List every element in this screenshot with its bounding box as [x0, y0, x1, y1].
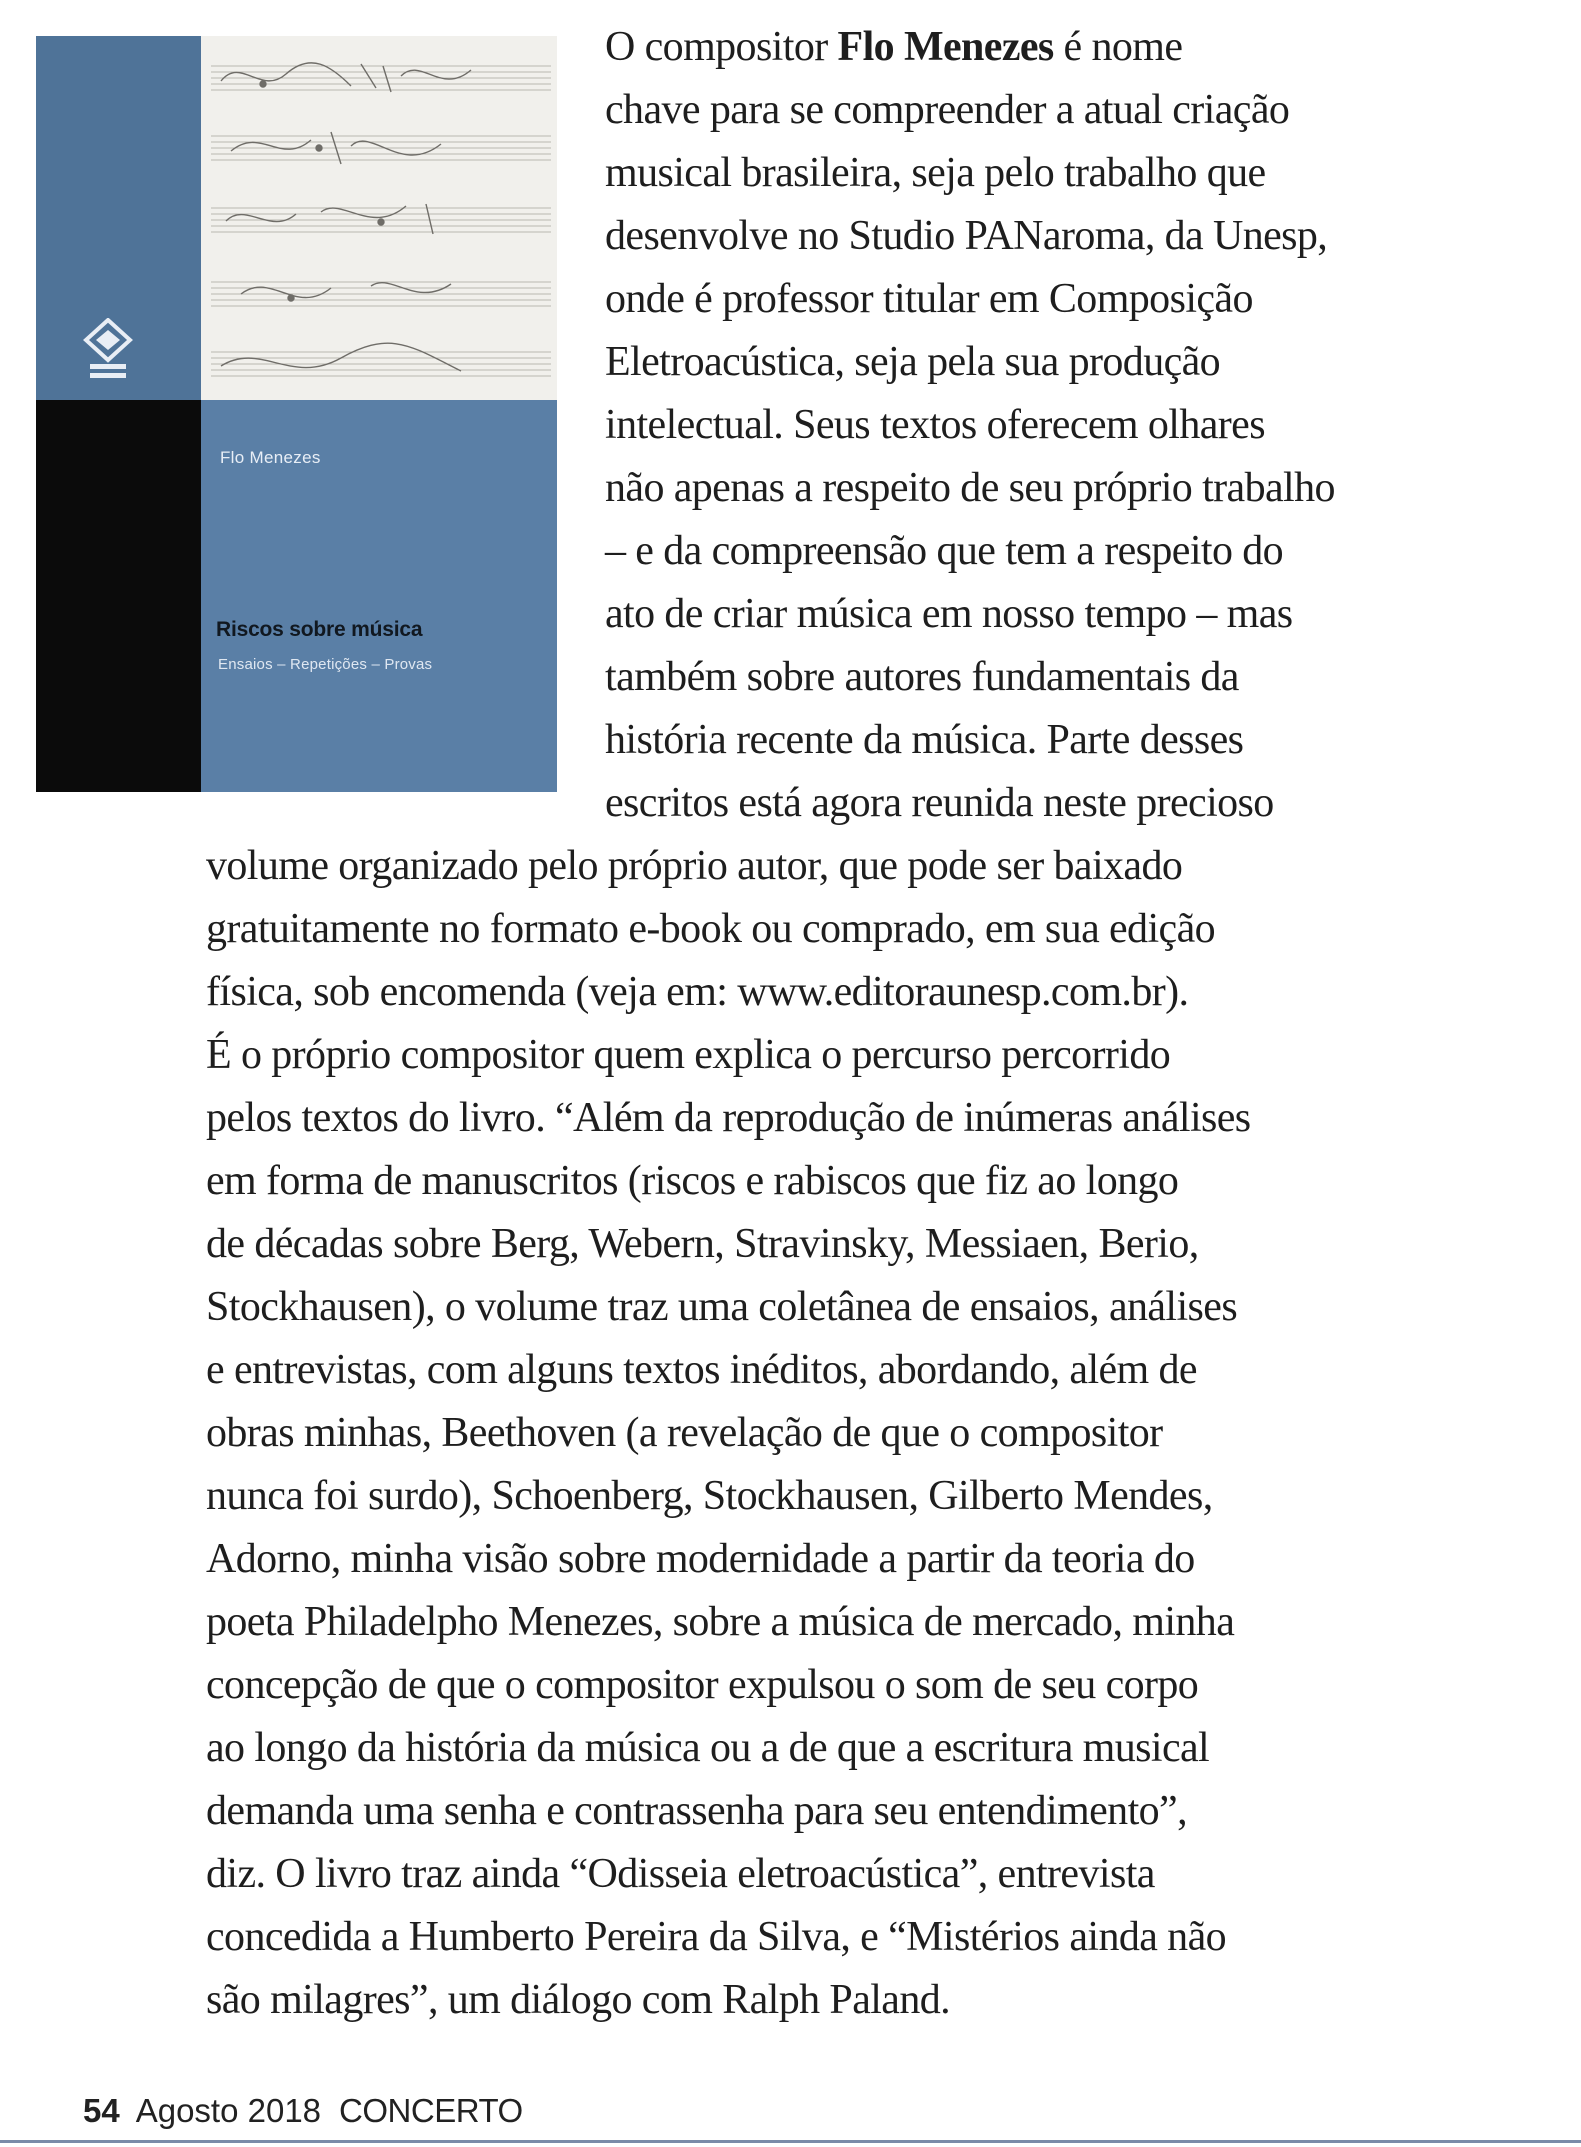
- article-line: diz. O livro traz ainda “Odisseia eletroacústica”, entrevista: [206, 1851, 1155, 1897]
- article-line: de décadas sobre Berg, Webern, Stravinsky, Messiaen, Berio,: [206, 1221, 1199, 1267]
- cover-subtitle: Ensaios – Repetições – Provas: [218, 656, 433, 673]
- manuscript-sketch: [201, 36, 557, 400]
- article-line: poeta Philadelpho Menezes, sobre a música de mercado, minha: [206, 1599, 1235, 1645]
- article-line: intelectual. Seus textos oferecem olhares: [605, 402, 1265, 448]
- intro-suffix: é nome: [1053, 24, 1183, 70]
- cover-author: Flo Menezes: [220, 448, 321, 467]
- article-line: concedida a Humberto Pereira da Silva, e “Mistérios ainda não: [206, 1914, 1227, 1960]
- cover-spine-bottom: [36, 400, 201, 792]
- article-line: volume organizado pelo próprio autor, que pode ser baixado: [206, 843, 1183, 889]
- article-line: gratuitamente no formato e-book ou comprado, em sua edição: [206, 906, 1216, 952]
- article-line: em forma de manuscritos (riscos e rabiscos que fiz ao longo: [206, 1158, 1179, 1204]
- page-number: 54: [83, 2092, 120, 2129]
- article-line: concepção de que o compositor expulsou o som de seu corpo: [206, 1662, 1199, 1708]
- article-line-1: [605, 26, 1182, 68]
- composer-name: Flo Menezes: [837, 24, 1054, 70]
- article-line: ao longo da história da música ou a de que a escritura musical: [206, 1725, 1210, 1771]
- article-line: física, sob encomenda (veja em: www.editoraunesp.com.br).: [206, 969, 1189, 1015]
- editora-unesp-logo-icon: [80, 318, 136, 384]
- footer-rule: [0, 2140, 1581, 2143]
- article-line: Adorno, minha visão sobre modernidade a partir da teoria do: [206, 1536, 1195, 1582]
- article-line: também sobre autores fundamentais da: [605, 654, 1239, 700]
- article-line: musical brasileira, seja pelo trabalho que: [605, 150, 1266, 196]
- cover-title: Riscos sobre música: [216, 618, 423, 641]
- article-line: nunca foi surdo), Schoenberg, Stockhausen, Gilberto Mendes,: [206, 1473, 1213, 1519]
- article-line: desenvolve no Studio PANaroma, da Unesp,: [605, 213, 1328, 259]
- page-footer: [83, 2092, 523, 2130]
- article-line: Stockhausen), o volume traz uma coletânea de ensaios, análises: [206, 1284, 1238, 1330]
- book-cover-image: [36, 36, 557, 792]
- article-line: e entrevistas, com alguns textos inéditos, abordando, além de: [206, 1347, 1197, 1393]
- article-line: ato de criar música em nosso tempo – mas: [605, 591, 1293, 637]
- cover-manuscript-illustration: [201, 36, 557, 400]
- article-line: obras minhas, Beethoven (a revelação de que o compositor: [206, 1410, 1163, 1456]
- article-line: É o próprio compositor quem explica o percurso percorrido: [206, 1032, 1171, 1078]
- article-line: escritos está agora reunida neste precioso: [605, 780, 1274, 826]
- article-line: história recente da música. Parte desses: [605, 717, 1244, 763]
- article-line: demanda uma senha e contrassenha para seu entendimento”,: [206, 1788, 1187, 1834]
- article-line: Eletroacústica, seja pela sua produção: [605, 339, 1221, 385]
- article-line: – e da compreensão que tem a respeito do: [605, 528, 1284, 574]
- magazine-name: CONCERTO: [339, 2092, 523, 2129]
- article-line: não apenas a respeito de seu próprio trabalho: [605, 465, 1335, 511]
- article-line: chave para se compreender a atual criação: [605, 87, 1290, 133]
- article-line: pelos textos do livro. “Além da reprodução de inúmeras análises: [206, 1095, 1251, 1141]
- article-line: onde é professor titular em Composição: [605, 276, 1253, 322]
- article-line: são milagres”, um diálogo com Ralph Paland.: [206, 1977, 951, 2023]
- intro-prefix: O compositor: [605, 24, 838, 70]
- issue-date: Agosto 2018: [135, 2092, 322, 2129]
